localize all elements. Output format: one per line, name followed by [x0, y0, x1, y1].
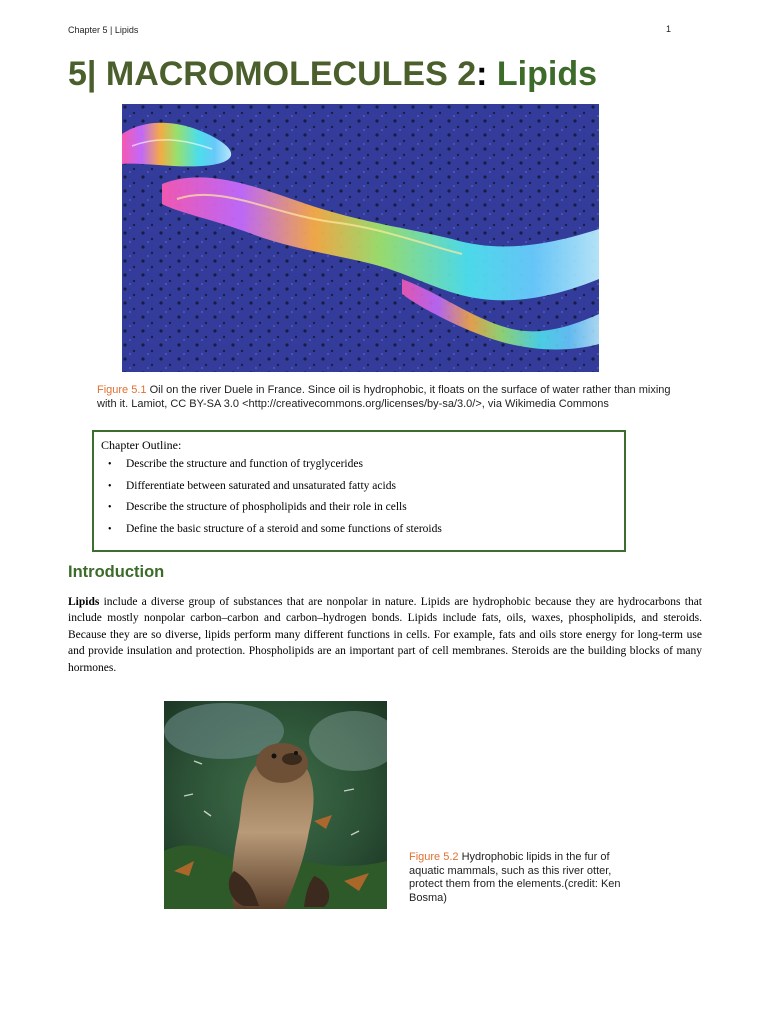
introduction-paragraph — [68, 594, 702, 676]
chapter-outline-list — [108, 454, 442, 541]
chapter-outline-title: Chapter Outline: — [101, 438, 182, 452]
page-number: 1 — [666, 24, 672, 34]
figure-5-2-text: Hydrophobic lipids in the fur of aquatic mammals, such as this river otter, protect them from the elements.(credit: Ken Bosma) — [409, 851, 621, 904]
figure-5-1-caption — [97, 383, 677, 411]
bullet-icon: • — [108, 459, 112, 470]
chapter-main-title: MACROMOLECULES 2 — [96, 55, 477, 93]
chapter-subtitle: Lipids — [487, 55, 597, 93]
figure-5-2-label: Figure 5.2 — [409, 851, 459, 863]
title-colon: : — [476, 55, 488, 93]
oil-slick-image — [122, 104, 599, 372]
bullet-icon: • — [108, 480, 112, 492]
list-item: • Describe the structure of phospholipids and their role in cells — [108, 497, 442, 519]
chapter-outline-box — [92, 430, 626, 552]
figure-5-2-caption — [409, 851, 641, 905]
bullet-icon: • — [108, 524, 112, 536]
chapter-number: 5| — [68, 55, 97, 93]
list-item: • Differentiate between saturated and unsaturated fatty acids — [108, 476, 442, 498]
list-item: • Define the basic structure of a steroid and some functions of steroids — [108, 519, 442, 541]
running-header: Chapter 5 | Lipids — [68, 25, 139, 35]
chapter-title — [68, 56, 597, 93]
lipids-term: Lipids — [68, 596, 100, 608]
figure-5-1-label: Figure 5.1 — [97, 384, 147, 396]
figure-5-1-text: Oil on the river Duele in France. Since oil is hydrophobic, it floats on the surface of water rather than mixing with it. Lamiot, CC BY-SA 3.0 <http://creativecommons.org/licenses/by-sa/3.0/>, via Wikimedia Commons — [97, 384, 671, 410]
bullet-icon: • — [108, 502, 112, 514]
introduction-heading: Introduction — [68, 563, 165, 581]
introduction-body: include a diverse group of substances that are nonpolar in nature. Lipids are hydrophobic because they are hydrocarbons that include mostly nonpolar carbon–carbon and carbon–hydrogen bonds. Lipids include fats, oils, waxes, phospholipids, and steroids. Because they are so diverse, lipids perform many different functions in cells. For example, fats and oils store energy for long-term use and provide insulation and protection. Phospholipids are an important part of cell membranes. Steroids are the building blocks of many hormones. — [68, 596, 702, 674]
list-item: • Describe the structure and function of tryglycerides — [108, 454, 442, 476]
river-otter-image — [164, 701, 387, 909]
